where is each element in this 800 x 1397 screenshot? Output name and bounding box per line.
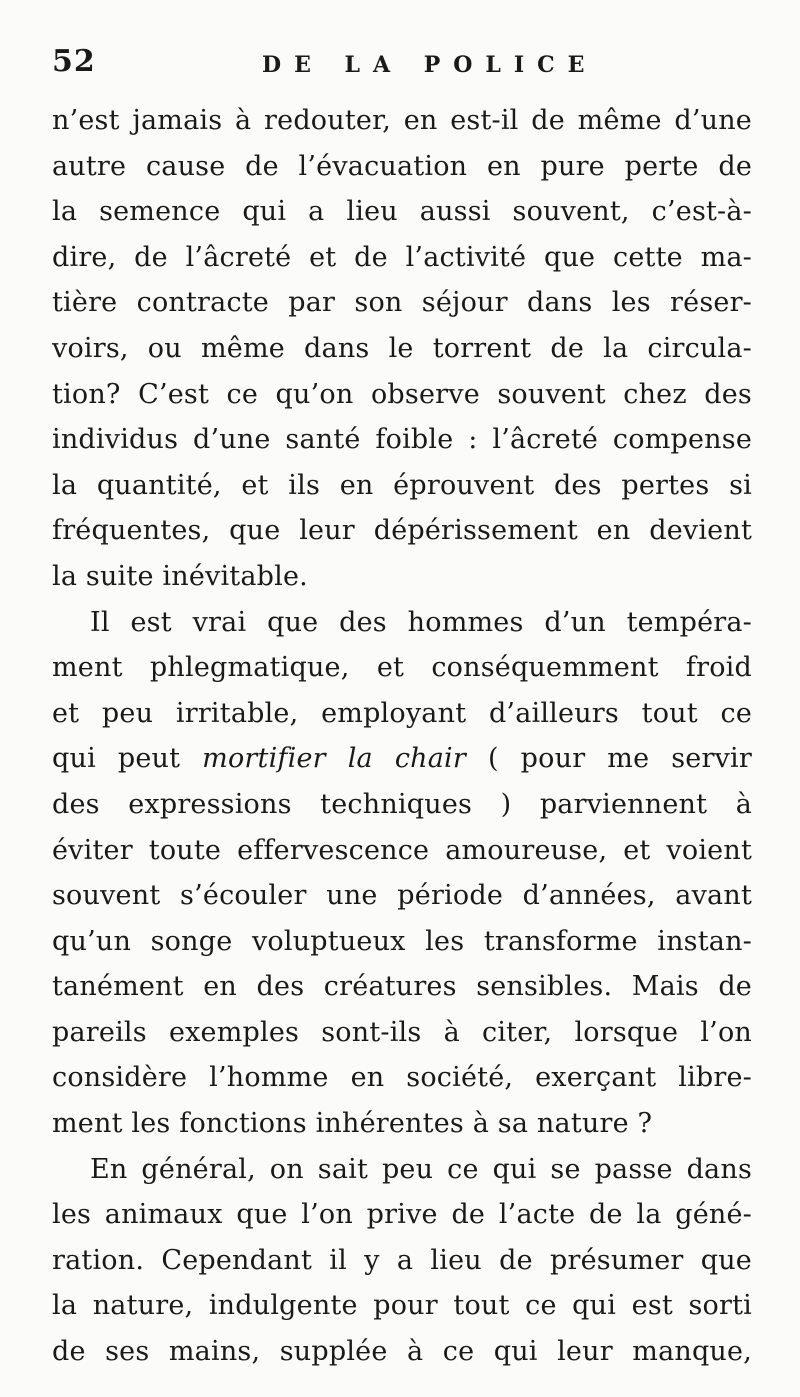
text-line: tanément en des créatures sensibles. Mais de (52, 971, 752, 1003)
text-line: la semence qui a lieu aussi souvent, c’est-à- (52, 196, 752, 228)
page-header (52, 44, 760, 84)
text-line: qu’un songe voluptueux les transforme instan- (52, 925, 752, 957)
text-line: voirs, ou même dans le torrent de la circula- (52, 332, 752, 364)
text-line: la quantité, et ils en éprouvent des pertes si (52, 469, 752, 501)
text-line: fréquentes, que leur dépérissement en devient (52, 515, 752, 547)
text-line: autre cause de l’évacuation en pure perte de (52, 150, 752, 182)
text-line: Il est vrai que des hommes d’un tempéra- (90, 606, 752, 638)
text-segment: ( pour me servir (465, 743, 752, 775)
body-text (52, 98, 752, 1375)
text-line: pareils exemples sont-ils à citer, lorsque l’on (52, 1016, 752, 1048)
text-line: dire, de l’âcreté et de l’activité que cette ma- (52, 241, 752, 273)
text-line: n’est jamais à redouter, en est-il de même d’une (52, 105, 752, 136)
text-line: En général, on sait peu ce qui se passe dans (90, 1153, 752, 1185)
text-line: les animaux que l’on prive de l’acte de la géné- (52, 1199, 752, 1231)
text-line: ment les fonctions inhérentes à sa nature ? (52, 1108, 653, 1140)
page-number: 52 (52, 44, 96, 79)
text-line: ration. Cependant il y a lieu de présumer que (52, 1244, 752, 1276)
text-segment: qui peut (52, 743, 203, 775)
text-line-with-italic (52, 736, 752, 782)
text-line: tière contracte par son séjour dans les réser- (52, 287, 752, 319)
text-line: des expressions techniques ) parviennent à (52, 788, 752, 820)
text-line: individus d’une santé foible : l’âcreté compense (52, 424, 752, 456)
running-head: DE LA POLICE (262, 52, 598, 78)
text-line: tion? C’est ce qu’on observe souvent chez des (52, 378, 752, 410)
text-line: souvent s’écouler une période d’années, avant (52, 880, 752, 912)
text-line: la nature, indulgente pour tout ce qui est sorti (52, 1290, 752, 1322)
text-line: éviter toute effervescence amoureuse, et voient (52, 834, 752, 866)
text-line: la suite inévitable. (52, 560, 308, 592)
text-line: considère l’homme en société, exerçant libre- (52, 1062, 752, 1094)
text-line: et peu irritable, employant d’ailleurs tout ce (52, 697, 752, 729)
italic-phrase: mortifier la chair (202, 743, 466, 775)
text-line: ment phlegmatique, et conséquemment froid (52, 652, 752, 684)
text-line: de ses mains, supplée à ce qui leur manque, (52, 1336, 752, 1368)
